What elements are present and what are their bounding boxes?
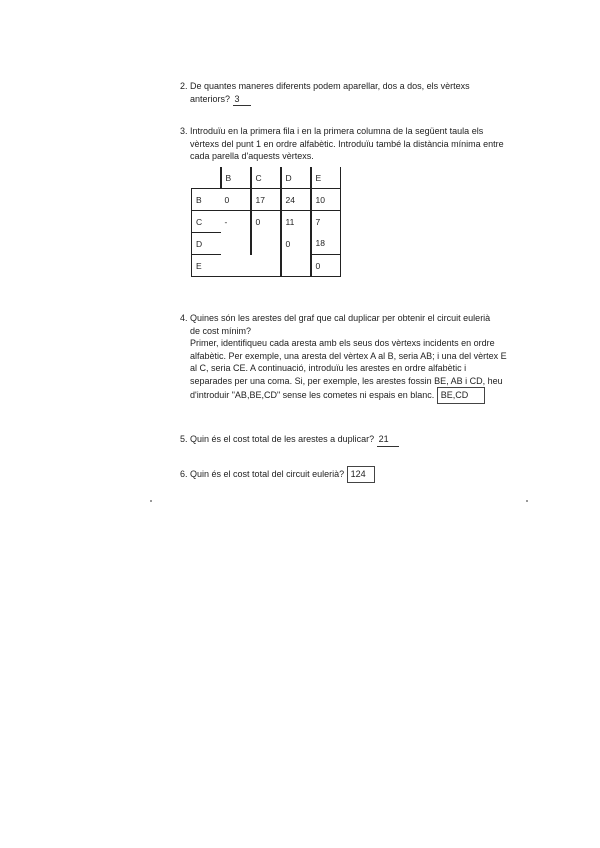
table-row-header[interactable]: C (192, 211, 221, 233)
table-cell (221, 255, 251, 277)
table-cell: - (224, 216, 228, 227)
answer-field[interactable]: 3 (233, 93, 251, 107)
question-text: Quines són les arestes del graf que cal duplicar per obtenir el circuit eulerià (190, 313, 491, 323)
table-header-cell[interactable]: C (251, 167, 281, 189)
table-header-row (192, 167, 341, 189)
table-row (192, 233, 341, 255)
table-cell[interactable]: 24 (281, 189, 311, 211)
question-text: vèrtexs del punt 1 en ordre alfabètic. Introduïu també la distància mínima entre (190, 138, 504, 149)
table-cell[interactable]: 10 (311, 189, 341, 211)
question-text: alfabètic. Per exemple, una aresta del vèrtex A al B, seria AB; i una del vèrtex E (190, 350, 507, 361)
question-text: Introduïu en la primera fila i en la primera columna de la següent taula els (190, 126, 484, 136)
question-4 (180, 312, 520, 404)
table-cell (221, 233, 251, 255)
question-text: separades per una coma. Si, per exemple, les arestes fossin BE, AB i CD, heu (190, 375, 503, 386)
table-header-cell[interactable]: D (281, 167, 311, 189)
table-cell[interactable]: 18 (311, 233, 341, 255)
table-row-header[interactable]: D (192, 233, 221, 255)
table-cell (281, 255, 311, 277)
table-cell[interactable]: 0 (221, 189, 251, 211)
question-number: 3. (180, 126, 188, 136)
page-edge-mark (526, 500, 528, 502)
table-row (192, 189, 341, 211)
question-5 (180, 433, 520, 447)
distance-table (191, 167, 341, 277)
table-cell[interactable]: 7 (311, 211, 341, 233)
table-row (192, 211, 341, 233)
page-edge-mark (150, 500, 152, 502)
question-number: 5. (180, 434, 188, 444)
table-cell[interactable]: 0 (281, 233, 311, 255)
answer-field[interactable]: 21 (377, 433, 399, 447)
question-text: Quin és el cost total del circuit eulerià? (190, 469, 345, 479)
table-row-header[interactable]: E (192, 255, 221, 277)
question-text: Quin és el cost total de les arestes a duplicar? (190, 434, 375, 444)
table-cell (251, 233, 281, 255)
question-text: cada parella d'aquests vèrtexs. (190, 151, 314, 161)
table-cell[interactable]: 0 (251, 211, 281, 233)
question-6 (180, 466, 520, 483)
table-cell[interactable]: 11 (281, 211, 311, 233)
table-header-cell[interactable]: B (221, 167, 251, 189)
table-corner-cell (192, 167, 221, 189)
question-text: al C, seria CE. A continuació, introduïu les arestes en ordre alfabètic i (190, 363, 467, 373)
table-cell (251, 255, 281, 277)
question-3 (180, 125, 520, 163)
question-text: Primer, identifiqueu cada aresta amb els seus dos vèrtexs incidents en ordre (190, 338, 495, 348)
question-2 (180, 80, 520, 106)
question-number: 6. (180, 469, 188, 479)
table-cell[interactable]: 0 (311, 255, 341, 277)
table-row (192, 255, 341, 277)
table-cell[interactable]: 17 (251, 189, 281, 211)
question-text: anteriors? (190, 93, 231, 104)
question-number: 2. (180, 81, 188, 91)
question-number: 4. (180, 313, 188, 323)
table-header-cell[interactable]: E (311, 167, 341, 189)
answer-input[interactable]: BE,CD (437, 387, 485, 404)
answer-input[interactable]: 124 (347, 466, 375, 483)
question-text: De quantes maneres diferents podem aparellar, dos a dos, els vèrtexs (190, 81, 470, 91)
table-row-header[interactable]: B (192, 189, 221, 211)
question-text: d'introduir "AB,BE,CD" sense les cometes ni espais en blanc. (190, 390, 435, 400)
question-text: de cost mínim? (190, 325, 252, 336)
